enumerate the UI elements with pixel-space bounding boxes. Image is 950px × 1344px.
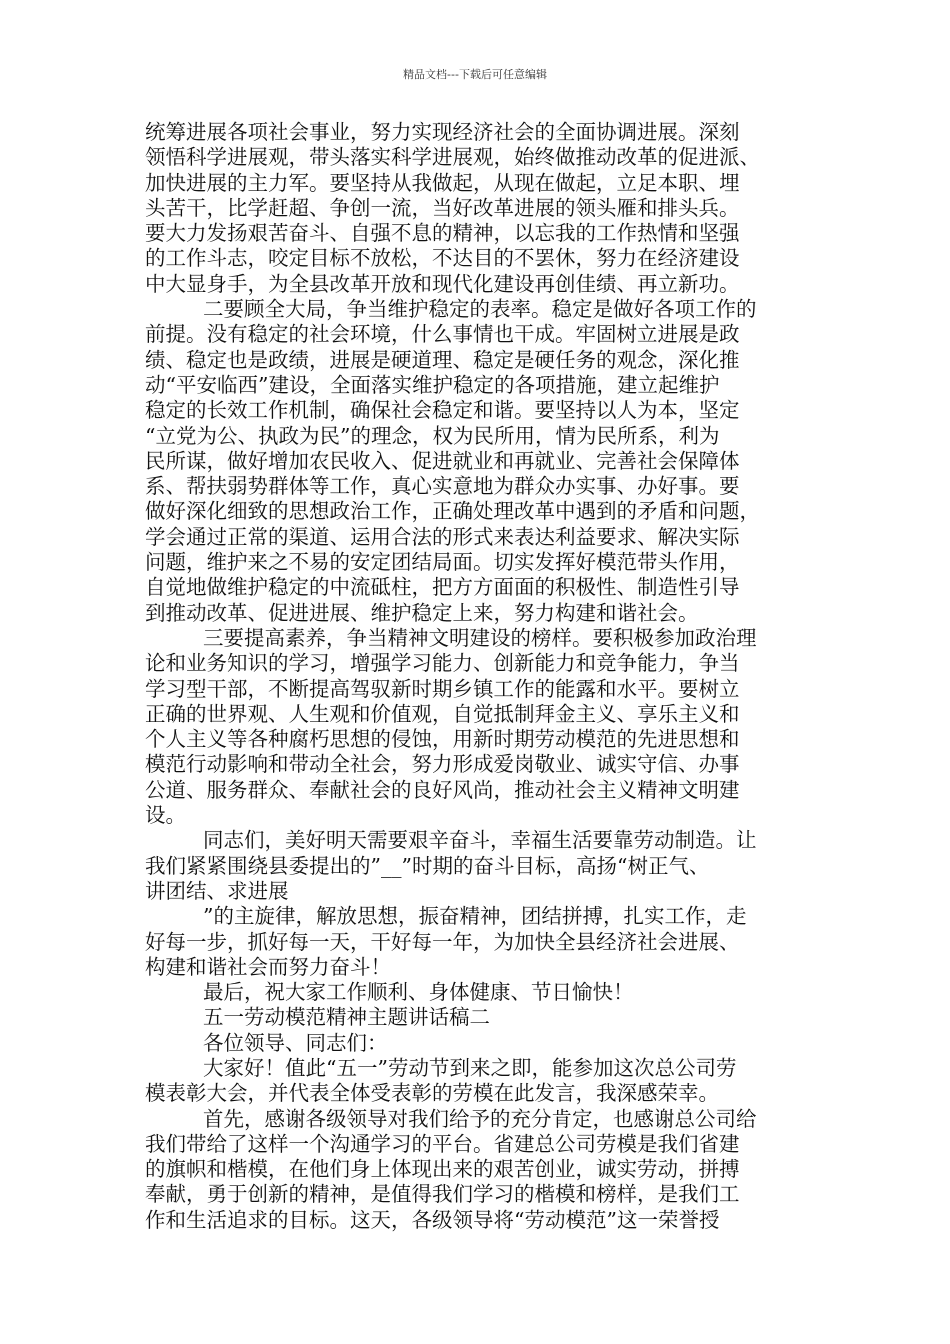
text-line: 作和生活追求的目标。这天，各级领导将“劳动模范”这一荣誉授 [145, 1207, 720, 1232]
text-line: 的工作斗志，咬定目标不放松，不达目的不罢休，努力在经济建设 [145, 246, 740, 271]
text-line: 民所谋，做好增加农民收入、促进就业和再就业、完善社会保障体 [145, 448, 740, 473]
text-line: 奉献，勇于创新的精神，是值得我们学习的楷模和榜样，是我们工 [145, 1182, 740, 1207]
text-line: 五一劳动模范精神主题讲话稿二 [203, 1005, 490, 1030]
text-line: 构建和谐社会而努力奋斗！ [145, 954, 391, 979]
text-line: 绩、稳定也是政绩，进展是硬道理、稳定是硬任务的观念，深化推 [145, 347, 740, 372]
text-line: 头苦干，比学赶超、争创一流，当好改革进展的领头雁和排头兵。 [145, 195, 740, 220]
text-line: “立党为公、执政为民”的理念，权为民所用，情为民所系，利为 [145, 423, 720, 448]
page-header: 精品文档---下载后可任意编辑 [403, 68, 547, 81]
text-line: 最后，祝大家工作顺利、身体健康、节日愉快！ [203, 980, 634, 1005]
text-line: 的旗帜和楷模，在他们身上体现出来的艰苦创业，诚实劳动，拼搏 [145, 1157, 740, 1182]
text-line: 领悟科学进展观，带头落实科学进展观，始终做推动改革的促进派、 [145, 145, 760, 170]
text-line: 模范行动影响和带动全社会，努力形成爱岗敬业、诚实守信、办事 [145, 752, 740, 777]
text-line: 讲团结、求进展 [145, 878, 289, 903]
text-line: 首先，感谢各级领导对我们给予的充分肯定，也感谢总公司给 [203, 1106, 757, 1131]
text-line: 大家好！值此“五一”劳动节到来之即，能参加这次总公司劳 [203, 1055, 737, 1080]
text-line: 我们紧紧围绕县委提出的”__”时期的奋斗目标，高扬“树正气、 [145, 853, 710, 878]
text-line: 到推动改革、促进进展、维护稳定上来，努力构建和谐社会。 [145, 600, 699, 625]
text-line: 好每一步，抓好每一天，干好每一年，为加快全县经济社会进展、 [145, 929, 740, 954]
text-line: 动“平安临西”建设，全面落实维护稳定的各项措施，建立起维护 [145, 372, 720, 397]
document-body [145, 120, 815, 1233]
text-line: 设。 [145, 803, 186, 828]
text-line: 自觉地做维护稳定的中流砥柱，把方方面面的积极性、制造性引导 [145, 575, 740, 600]
text-line: 中大显身手，为全县改革开放和现代化建设再创佳绩、再立新功。 [145, 271, 740, 296]
text-line: 各位领导、同志们： [203, 1030, 388, 1055]
text-line: 加快进展的主力军。要坚持从我做起，从现在做起，立足本职、埋 [145, 170, 740, 195]
text-line: 个人主义等各种腐朽思想的侵蚀，用新时期劳动模范的先进思想和 [145, 727, 740, 752]
text-line: 我们带给了这样一个沟通学习的平台。省建总公司劳模是我们省建 [145, 1131, 740, 1156]
text-line: 三要提高素养，争当精神文明建设的榜样。要积极参加政治理 [203, 625, 757, 650]
text-line: 二要顾全大局，争当维护稳定的表率。稳定是做好各项工作的 [203, 297, 757, 322]
text-line: 统筹进展各项社会事业，努力实现经济社会的全面协调进展。深刻 [145, 120, 740, 144]
text-line: 同志们，美好明天需要艰辛奋斗，幸福生活要靠劳动制造。让 [203, 828, 757, 853]
text-line: 问题，维护来之不易的安定团结局面。切实发挥好模范带头作用， [145, 550, 740, 575]
text-line: 公道、服务群众、奉献社会的良好风尚，推动社会主义精神文明建 [145, 777, 740, 802]
text-line: 正确的世界观、人生观和价值观，自觉抵制拜金主义、享乐主义和 [145, 701, 740, 726]
text-line: 做好深化细致的思想政治工作，正确处理改革中遇到的矛盾和问题， [145, 499, 760, 524]
text-line: 前提。没有稳定的社会环境，什么事情也干成。牢固树立进展是政 [145, 322, 740, 347]
text-line: 要大力发扬艰苦奋斗、自强不息的精神，以忘我的工作热情和坚强 [145, 221, 740, 246]
text-line: ”的主旋律，解放思想，振奋精神，团结拼搏，扎实工作，走 [203, 904, 747, 929]
text-line: 学会通过正常的渠道、运用合法的形式来表达利益要求、解决实际 [145, 524, 740, 549]
text-line: 系、帮扶弱势群体等工作，真心实意地为群众办实事、办好事。要 [145, 474, 740, 499]
text-line: 模表彰大会，并代表全体受表彰的劳模在此发言，我深感荣幸。 [145, 1081, 719, 1106]
text-line: 稳定的长效工作机制，确保社会稳定和谐。要坚持以人为本，坚定 [145, 398, 740, 423]
text-line: 论和业务知识的学习，增强学习能力、创新能力和竞争能力，争当 [145, 651, 740, 676]
text-line: 学习型干部，不断提高驾驭新时期乡镇工作的能露和水平。要树立 [145, 676, 740, 701]
